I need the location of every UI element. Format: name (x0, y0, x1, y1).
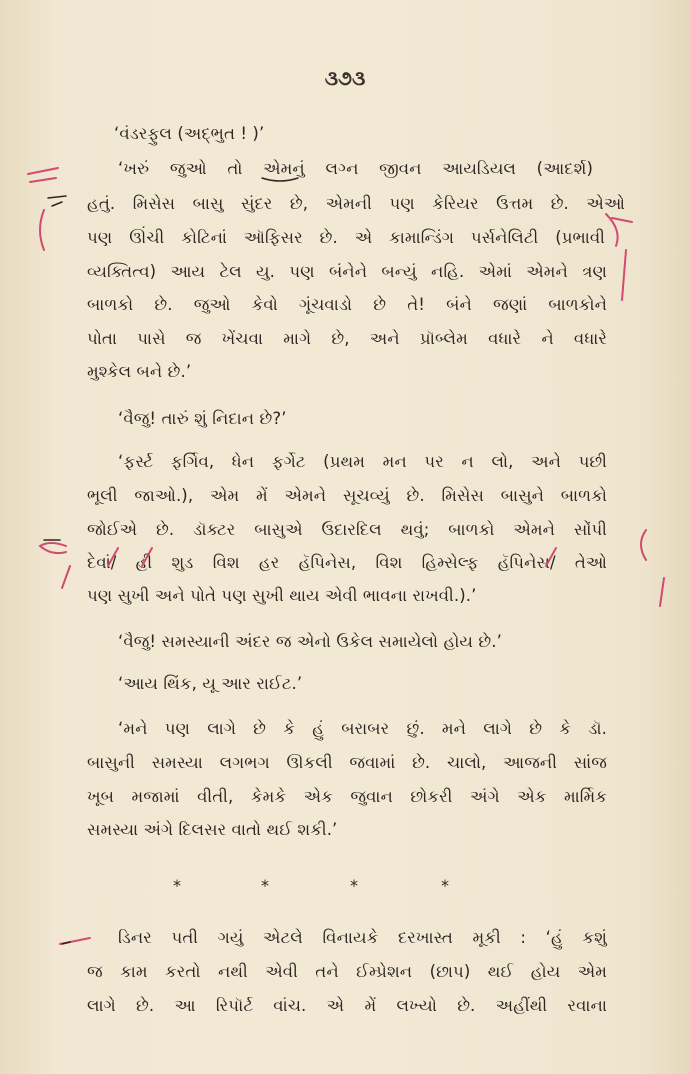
text-line: જોઈએ છે. ડૉક્ટર બાસુએ ઉદારદિલ થવું; બાળકો એમને સોંપી (87, 520, 607, 539)
margin-line-mark (62, 566, 70, 588)
text-line: બાસુની સમસ્યા લગભગ ઊકલી જવામાં છે. ચાલો, આજની સાંજ (87, 753, 607, 772)
underline-mark (262, 178, 298, 181)
text-line: ‘વૈજુ! તારું શું નિદાન છે?’ (118, 409, 287, 428)
text-line: બાળકો છે. જુઓ કેવો ગૂંચવાડો છે તે! બંને જણાં બાળકોને (87, 295, 607, 314)
page-number: ૩૭૩ (324, 66, 366, 90)
text-line: ‘વંડરફુલ (અદ્‌ભુત ! )’ (114, 124, 265, 143)
margin-line-mark (622, 250, 626, 300)
text-line: ‘ખરું જુઓ તો એમનું લગ્ન જીવન આયડિયલ (આદર્શ) (118, 159, 593, 178)
text-line: મુશ્કેલ બને છે.’ (87, 362, 192, 381)
text-line: ‘વૈજુ! સમસ્યાની અંદર જ એનો ઉકેલ સમાયેલો હોય છે.’ (118, 632, 502, 651)
text-line: દેવાં/ હી શુડ વિશ હર હૅપિનેસ, વિશ હિમ્સેલ્ફ હૅપિનેસ/ તેઓ (87, 553, 607, 572)
text-line: પોતા પાસે જ ખેંચવા માગે છે, અને પ્રૉબ્લેમ વધારે ને વધારે (87, 329, 607, 348)
margin-arrow-mark (62, 942, 70, 944)
asterisk: * (441, 876, 449, 895)
text-line: ‘આય થિંક, યૂ આર રાઈટ.’ (118, 674, 303, 693)
text-line: પણ સુખી અને પોતે પણ સુખી થાય એવી ભાવના રાખવી.).’ (87, 586, 477, 605)
text-line: પણ ઊંચી કોટિનાં ઑફિસર છે. એ કામાન્ડિંગ પર્સનેલિટી (પ્રભાવી (87, 228, 605, 247)
margin-bracket-mark (40, 210, 44, 250)
text-line: જ કામ કરતો નથી એવી તને ઈમ્પ્રેશન (છાપ) થઈ હોય એમ (87, 962, 607, 981)
margin-arrow-mark (48, 196, 66, 206)
text-line: હતું. મિસેસ બાસુ સુંદર છે, એમની પણ કેરિયર ઉત્તમ છે. એઓ (87, 194, 625, 213)
margin-line-mark (660, 578, 664, 606)
asterisk: * (261, 876, 269, 895)
text-line: સમસ્યા અંગે દિલસર વાતો થઈ શકી.’ (87, 820, 338, 839)
margin-scribble-mark (606, 214, 632, 246)
asterisk: * (173, 876, 181, 895)
margin-bracket-mark (641, 530, 646, 560)
margin-pointer-mark (40, 543, 66, 553)
margin-pointer-mark (60, 938, 90, 944)
text-line: ડિનર પતી ગયું એટલે વિનાયકે દરખાસ્ત મૂકી : ‘હું કશું (118, 928, 607, 947)
margin-scribble-mark (28, 168, 58, 182)
text-line: ખૂબ મજામાં વીતી, કેમકે એક જુવાન છોકરી અંગે એક માર્મિક (87, 787, 607, 806)
text-line: લાગે છે. આ રિપૉર્ટ વાંચ. એ મેં લખ્યો છે. અહીંથી રવાના (87, 996, 607, 1015)
text-line: ‘મને પણ લાગે છે કે હું બરાબર છું. મને લાગે છે કે ડૉ. (118, 719, 607, 738)
asterisk: * (350, 876, 358, 895)
text-line: ભૂલી જાઓ.), એમ મેં એમને સૂચવ્યું છે. મિસેસ બાસુને બાળકો (87, 486, 607, 505)
text-line: વ્યક્તિત્વ) આય ટેલ યુ. પણ બંનેને બન્યું નહિ. એમાં એમને ત્રણ (87, 262, 607, 281)
text-line: ‘ફર્સ્ટ ફર્ગિવ, ધેન ફર્ગેટ (પ્રથમ મન પર ન લો, અને પછી (118, 452, 607, 471)
